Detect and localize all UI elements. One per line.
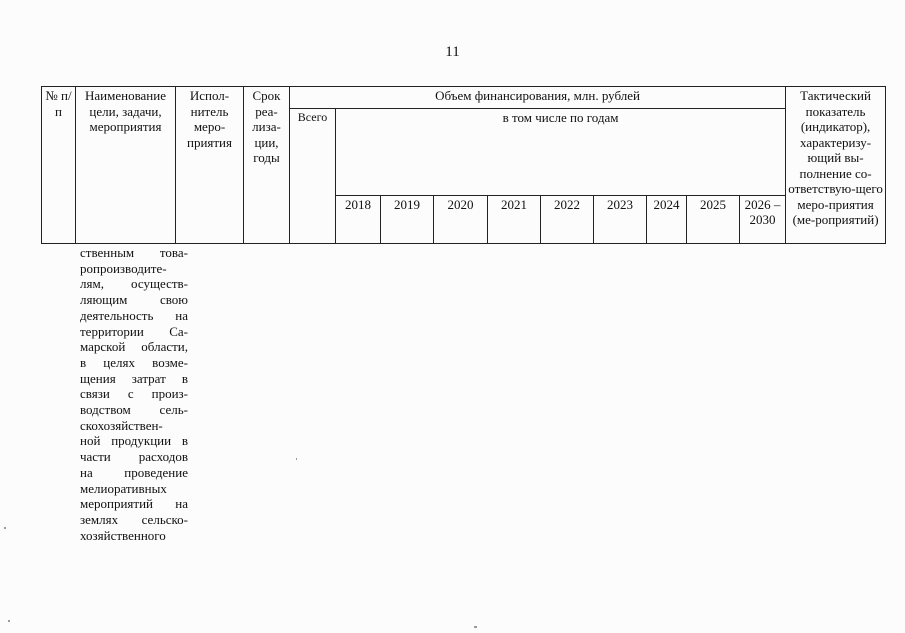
text-line: хозяйственного (80, 527, 166, 543)
text-line: ляющим свою (80, 292, 188, 308)
text-line: в целях возме- (80, 354, 188, 370)
text-line: марской области, (80, 339, 188, 355)
text-line: землях сельско- (80, 511, 188, 527)
header-funding: Объем финансирования, млн. рублей (290, 87, 786, 109)
scan-speck (8, 620, 10, 622)
header-year: 2024 (647, 195, 687, 244)
text-line: мелиоративных (80, 480, 167, 496)
text-line: водством сель- (80, 402, 188, 418)
scan-speck (296, 458, 297, 460)
text-line: скохозяйствен- (80, 417, 163, 433)
text-line: лям, осуществ- (80, 276, 188, 292)
header-year: 2020 (434, 195, 488, 244)
financing-table (41, 86, 886, 244)
header-indicator: Тактический показатель (индикатор), характеризу-ющий вы-полнение со-ответствую-щего меро-приятия (ме-роприятий) (786, 87, 886, 244)
scan-speck (474, 626, 477, 628)
text-line: территории Са- (80, 323, 188, 339)
continuation-text (80, 245, 188, 543)
text-line: связи с произ- (80, 386, 188, 402)
text-line: ной продукции в (80, 433, 188, 449)
page-number: 11 (445, 44, 460, 60)
header-year: 2018 (336, 195, 381, 244)
header-term: Срок реа-лиза-ции, годы (244, 87, 290, 244)
header-executor: Испол-нитель меро-приятия (176, 87, 244, 244)
header-year: 2026 – 2030 (740, 195, 786, 244)
text-line: части расходов (80, 449, 188, 465)
text-line: мероприятий на (80, 496, 188, 512)
header-year: 2025 (687, 195, 740, 244)
header-year: 2023 (594, 195, 647, 244)
scan-speck (4, 527, 6, 529)
header-year: 2022 (541, 195, 594, 244)
text-line: ственным това- (80, 245, 188, 260)
header-by-years: в том числе по годам (336, 109, 786, 196)
header-total: Всего (290, 109, 336, 244)
text-line: деятельность на (80, 307, 188, 323)
header-year: 2019 (381, 195, 434, 244)
header-number: № п/п (42, 87, 76, 244)
header-name: Наименование цели, задачи, мероприятия (76, 87, 176, 244)
text-line: ропроизводите- (80, 260, 167, 276)
text-line: на проведение (80, 464, 188, 480)
header-year: 2021 (488, 195, 541, 244)
text-line: щения затрат в (80, 370, 188, 386)
